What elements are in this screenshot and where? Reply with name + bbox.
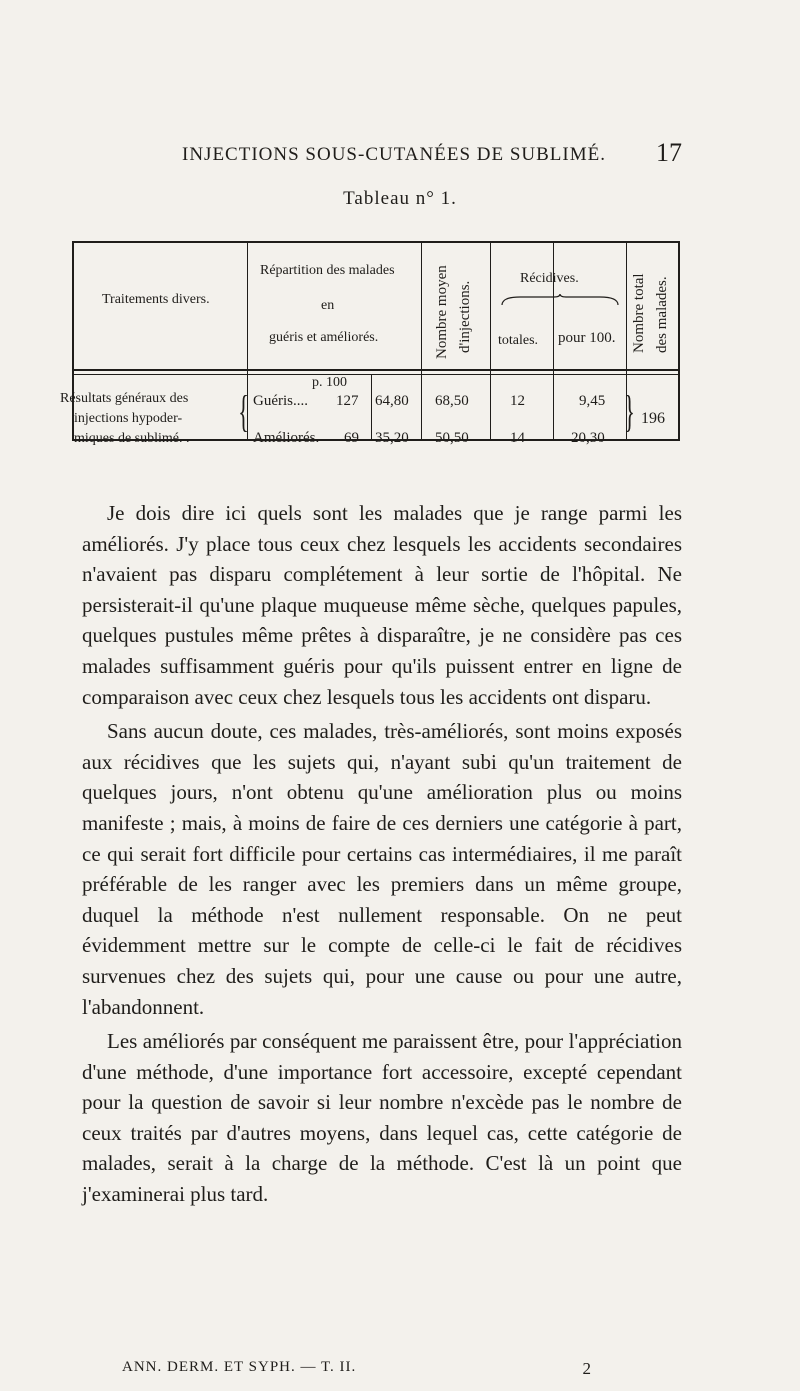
row-ameliores-category: Améliorés.: [253, 430, 320, 446]
row-gueris-recidives-total: 12: [510, 393, 525, 409]
col-rule: [421, 243, 422, 439]
col-rule: [371, 374, 372, 439]
page-footer: [122, 1359, 592, 1376]
row-ameliores-recidives-pct: 20,30: [571, 430, 605, 446]
header-recidives-pct: pour 100.: [558, 330, 616, 346]
percent-unit: p. 100: [312, 375, 347, 390]
col-rule: [490, 243, 491, 439]
paragraph: Sans aucun doute, ces malades, très-améliorés, sont moins exposés aux récidives que les sujets qui, n'ayant subi qu'un traitement de quelques jours, n'ont obtenu qu'une amélioration plus ou moins manifeste ; mais, à moins de faire de ces derniers une catégorie à part, ce qui serait fort difficile pour certains cas intermédiaires, il me paraît préférable de les ranger avec les premiers dans un même groupe, duquel la méthode n'est nullement responsable. On ne peut évidemment mettre sur le compte de celle-ci le fait de récidives survenues chez des sujets qui, pour une cause ou pour une autre, l'abandonnent.: [82, 719, 682, 1019]
body-text: [82, 498, 682, 1214]
journal-reference: ANN. DERM. ET SYPH. — T. II.: [122, 1359, 357, 1375]
header-total-patients-1: Nombre total: [631, 273, 647, 353]
header-repartition-1: Répartition des malades: [260, 263, 395, 278]
header-recidives-total: totales.: [498, 333, 539, 348]
row-ameliores-percent: 35,20: [375, 430, 409, 446]
row-ameliores-count: 69: [344, 430, 359, 446]
row-gueris-recidives-pct: 9,45: [579, 393, 606, 409]
right-brace: }: [624, 387, 635, 436]
row-gueris-percent: 64,80: [375, 393, 409, 409]
header-total-patients-2: des malades.: [654, 276, 670, 353]
row-ameliores-recidives-total: 14: [510, 430, 525, 446]
recidives-brace: [500, 293, 620, 307]
results-table: [60, 241, 680, 446]
header-avg-injections-2: d'injections.: [457, 280, 473, 353]
page-number: 17: [656, 138, 682, 167]
paragraph: Les améliorés par conséquent me paraissent être, pour l'appréciation d'une méthode, d'une importance fort accessoire, excepté cependant pour la question de savoir si leur nombre n'excède pas le nombre de ceux traités par d'autres moyens, dans lequel cas, cette catégorie de malades, serait à la charge de la méthode. C'est là un point que j'examinerai plus tard.: [82, 1029, 682, 1207]
header-rule: [74, 369, 678, 371]
running-head-title: INJECTIONS SOUS-CUTANÉES DE SUBLIMÉ.: [182, 144, 606, 165]
row-label-3: miques de sublimé. .: [74, 431, 190, 446]
row-ameliores-avg: 50,50: [435, 430, 469, 446]
header-avg-injections-1: Nombre moyen: [434, 265, 450, 359]
header-repartition-2: en: [321, 298, 335, 313]
row-gueris-count: 127: [336, 393, 359, 409]
total-patients: 196: [641, 410, 665, 427]
header-rule: [74, 374, 678, 375]
row-label-1: Résultats généraux des: [60, 391, 189, 406]
header-repartition-3: guéris et améliorés.: [269, 330, 379, 345]
row-gueris-category: Guéris....: [253, 393, 308, 409]
row-gueris-avg: 68,50: [435, 393, 469, 409]
left-brace: {: [238, 387, 249, 436]
row-label-2: injections hypoder-: [74, 411, 183, 426]
signature-mark: 2: [582, 1359, 592, 1378]
header-treatments: Traitements divers.: [102, 292, 210, 307]
header-recidives: Récidives.: [520, 271, 579, 286]
paragraph: Je dois dire ici quels sont les malades que je range parmi les améliorés. J'y place tous ceux chez lesquels les accidents secondaires n'avaient pas disparu complétement à leur sortie de l'hôpital. Ne persisterait-il qu'une plaque muqueuse même sèche, quelques papules, quelques pustules même prêtes à disparaître, je ne considère pas ces malades suffisamment guéris pour qu'ils puissent entrer en ligne de comparaison avec ceux chez lesquels tous les accidents ont disparu.: [82, 501, 682, 709]
table-caption: Tableau n° 1.: [343, 188, 457, 209]
